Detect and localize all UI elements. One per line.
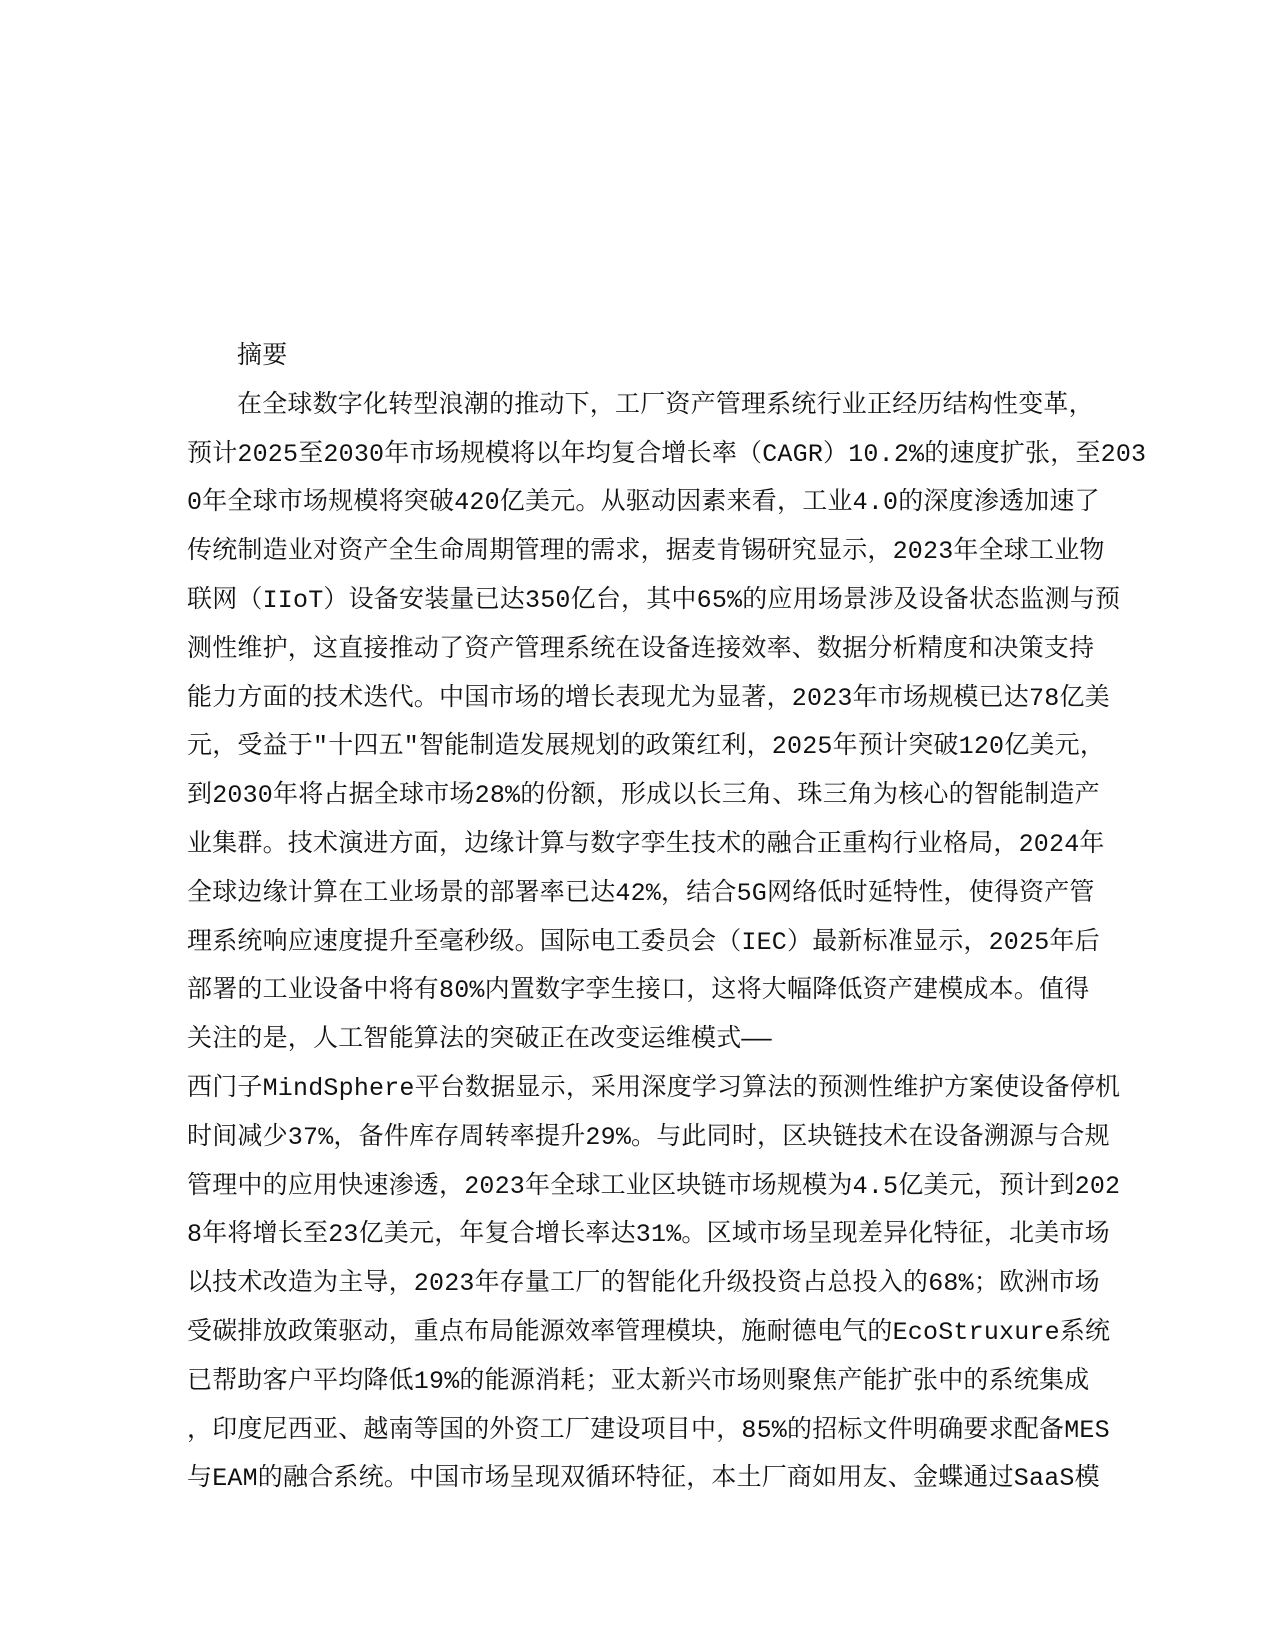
text-line: 元，受益于"十四五"智能制造发展规划的政策红利，2025年预计突破120亿美元， (187, 732, 1106, 762)
text-line: 在全球数字化转型浪潮的推动下，工厂资产管理系统行业正经历结构性变革， (237, 390, 1094, 420)
text-line: 关注的是，人工智能算法的突破正在改变运维模式—— (187, 1025, 772, 1055)
text-line: 预计2025至2030年市场规模将以年均复合增长率（CAGR）10.2%的速度扩张，至203 (187, 439, 1147, 469)
abstract-paragraph (187, 382, 1147, 1504)
text-line: 到2030年将占据全球市场28%的份额，形成以长三角、珠三角为核心的智能制造产 (187, 781, 1100, 811)
text-line: 受碳排放政策驱动，重点布局能源效率管理模块，施耐德电气的EcoStruxure系统 (187, 1317, 1111, 1347)
abstract-section (187, 333, 1147, 1504)
text-line: 时间减少37%，备件库存周转率提升29%。与此同时，区块链技术在设备溯源与合规 (187, 1122, 1110, 1152)
text-line: 西门子MindSphere平台数据显示，采用深度学习算法的预测性维护方案使设备停机 (187, 1073, 1121, 1103)
text-line: 全球边缘计算在工业场景的部署率已达42%，结合5G网络低时延特性，使得资产管 (187, 878, 1095, 908)
text-line: 理系统响应速度提升至毫秒级。国际电工委员会（IEC）最新标准显示，2025年后 (187, 927, 1100, 957)
text-line: 能力方面的技术迭代。中国市场的增长表现尤为显著，2023年市场规模已达78亿美 (187, 683, 1110, 713)
text-line: 已帮助客户平均降低19%的能源消耗；亚太新兴市场则聚焦产能扩张中的系统集成 (187, 1366, 1090, 1396)
text-line: 联网（IIoT）设备安装量已达350亿台，其中65%的应用场景涉及设备状态监测与预 (187, 585, 1121, 615)
text-line: 测性维护，这直接推动了资产管理系统在设备连接效率、数据分析精度和决策支持 (187, 634, 1095, 664)
text-line: 8年将增长至23亿美元，年复合增长率达31%。区域市场呈现差异化特征，北美市场 (187, 1220, 1110, 1250)
text-line: ，印度尼西亚、越南等国的外资工厂建设项目中，85%的招标文件明确要求配备MES (187, 1415, 1110, 1445)
abstract-title: 摘要 (237, 342, 288, 371)
text-line: 以技术改造为主导，2023年存量工厂的智能化升级投资占总投入的68%；欧洲市场 (187, 1269, 1100, 1299)
text-line: 0年全球市场规模将突破420亿美元。从驱动因素来看，工业4.0的深度渗透加速了 (187, 488, 1100, 518)
text-line: 管理中的应用快速渗透，2023年全球工业区块链市场规模为4.5亿美元，预计到202 (187, 1171, 1121, 1201)
text-line: 部署的工业设备中将有80%内置数字孪生接口，这将大幅降低资产建模成本。值得 (187, 976, 1090, 1006)
text-line: 业集群。技术演进方面，边缘计算与数字孪生技术的融合正重构行业格局，2024年 (187, 829, 1105, 859)
text-line: 传统制造业对资产全生命周期管理的需求，据麦肯锡研究显示，2023年全球工业物 (187, 537, 1105, 567)
text-line: 与EAM的融合系统。中国市场呈现双循环特征，本土厂商如用友、金蝶通过SaaS模 (187, 1464, 1100, 1494)
